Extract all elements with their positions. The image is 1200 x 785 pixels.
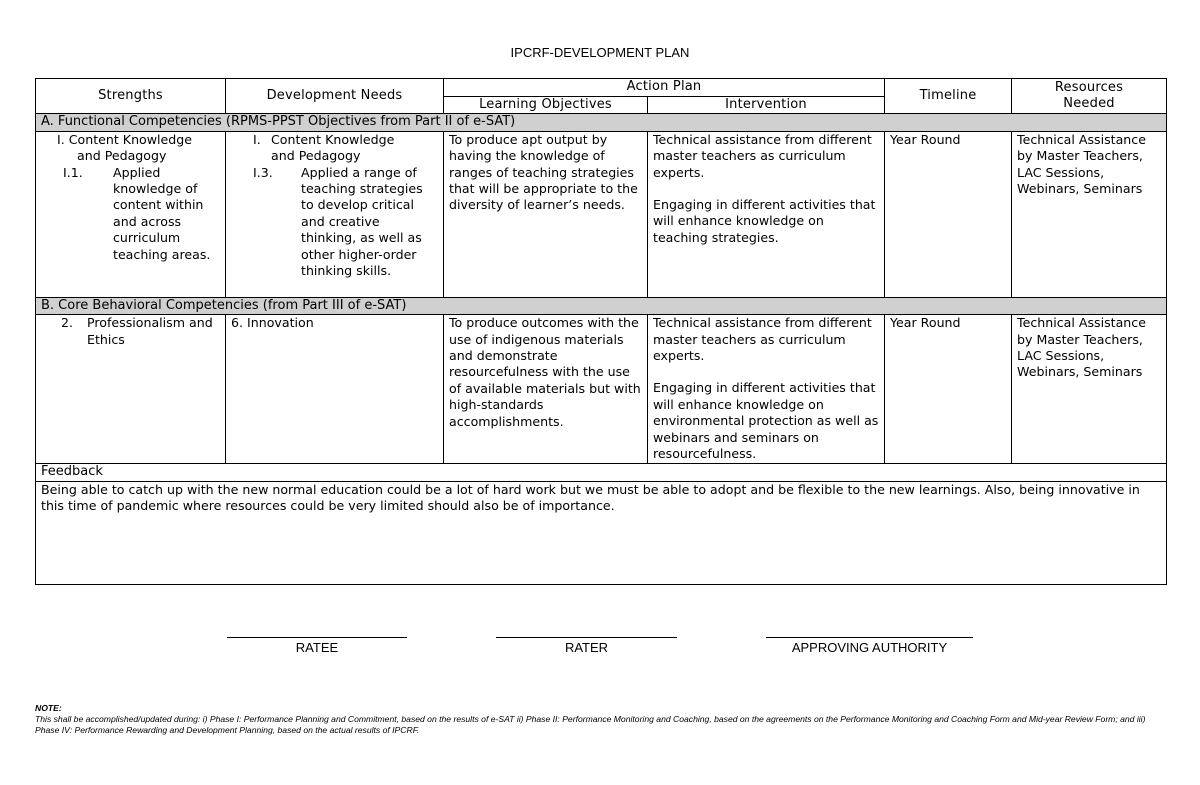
- section-b-intervention-2: Engaging in different activities that will enhance knowledge on environmental protection as well as webinars and seminars on resourcefulness.: [653, 380, 879, 462]
- section-a-strength-num: I.1.: [63, 164, 83, 180]
- header-timeline: Timeline: [885, 79, 1012, 114]
- header-development-needs: Development Needs: [226, 79, 444, 114]
- section-a-strength-heading: I. Content Knowledge: [57, 131, 193, 147]
- section-b-strength-text: Professionalism and Ethics: [87, 315, 213, 347]
- section-b-learning-objective: To produce outcomes with the use of indigenous materials and demonstrate resourcefulness with the use of available materials but with high-standards accomplishments.: [444, 315, 648, 464]
- section-a-needs-cell: [226, 131, 444, 297]
- section-a-learning-objective: To produce apt output by having the knowledge of ranges of teaching strategies that will be appropriate to the diversity of learner’s needs.: [444, 131, 648, 297]
- header-action-plan: Action Plan: [444, 79, 885, 97]
- header-learning-objectives: Learning Objectives: [444, 97, 648, 114]
- header-intervention: Intervention: [648, 97, 885, 114]
- section-a-strength-heading2: and Pedagogy: [77, 148, 167, 164]
- section-a-need-heading2: and Pedagogy: [271, 148, 361, 164]
- signature-rater: RATER: [496, 637, 677, 655]
- section-b-strengths-cell: [36, 315, 226, 464]
- section-b-intervention-1: Technical assistance from different master teachers as curriculum experts.: [653, 315, 872, 364]
- section-a-resources: Technical Assistance by Master Teachers, LAC Sessions, Webinars, Seminars: [1012, 131, 1167, 297]
- section-a-strength-text: Applied knowledge of content within and across curriculum teaching areas.: [113, 164, 211, 262]
- section-a-need-num: I.3.: [253, 164, 273, 180]
- section-a-title: A. Functional Competencies (RPMS-PPST Objectives from Part II of e-SAT): [36, 114, 1167, 131]
- section-b-strength-num: 2.: [61, 315, 74, 331]
- header-resources-line1: Resources: [1054, 79, 1124, 95]
- section-a-intervention-2: Engaging in different activities that will enhance knowledge on teaching strategies.: [653, 197, 876, 245]
- feedback-label: Feedback: [36, 464, 1167, 481]
- section-b-need: 6. Innovation: [226, 315, 444, 464]
- page-title: IPCRF-DEVELOPMENT PLAN: [510, 45, 690, 60]
- section-a-need-text: Applied a range of teaching strategies to develop critical and creative thinking, as well as other higher-order thinking skills.: [301, 164, 423, 279]
- development-plan-table: [35, 78, 1167, 585]
- note-text: This shall be accomplished/updated during: i) Phase I: Performance Planning and Commitment, based on the results of e-SAT ii) Phase II: Performance Monitoring and Coaching, based on the agreements on the Performance Monitoring and Coaching Form and Mid-year Review Form; and iii) Phase IV: Performance Rewarding and Development Planning, based on the actual results of IPCRF.: [35, 714, 1146, 735]
- section-a-intervention-cell: [648, 131, 885, 297]
- note-label: NOTE:: [35, 703, 62, 713]
- header-resources-needed: [1012, 79, 1167, 114]
- section-a-need-heading-num: I.: [253, 131, 261, 147]
- section-b-intervention-cell: [648, 315, 885, 464]
- section-b-title: B. Core Behavioral Competencies (from Part III of e-SAT): [36, 297, 1167, 314]
- signature-approving-authority: APPROVING AUTHORITY: [766, 637, 973, 655]
- section-b-timeline: Year Round: [885, 315, 1012, 464]
- section-a-intervention-1: Technical assistance from different master teachers as curriculum experts.: [653, 131, 872, 180]
- section-a-need-heading: Content Knowledge: [271, 131, 395, 147]
- signature-ratee: RATEE: [227, 637, 407, 655]
- feedback-text: Being able to catch up with the new normal education could be a lot of hard work but we must be able to adopt and be flexible to the new learnings. Also, being innovative in this time of pandemic where resources could be very limited should also be of importance.: [36, 481, 1167, 584]
- note-block: [35, 703, 1166, 736]
- section-a-strengths-cell: [36, 131, 226, 297]
- section-b-resources: Technical Assistance by Master Teachers, LAC Sessions, Webinars, Seminars: [1012, 315, 1167, 464]
- header-resources-line2: Needed: [1063, 96, 1115, 112]
- section-a-timeline: Year Round: [885, 131, 1012, 297]
- header-strengths: Strengths: [36, 79, 226, 114]
